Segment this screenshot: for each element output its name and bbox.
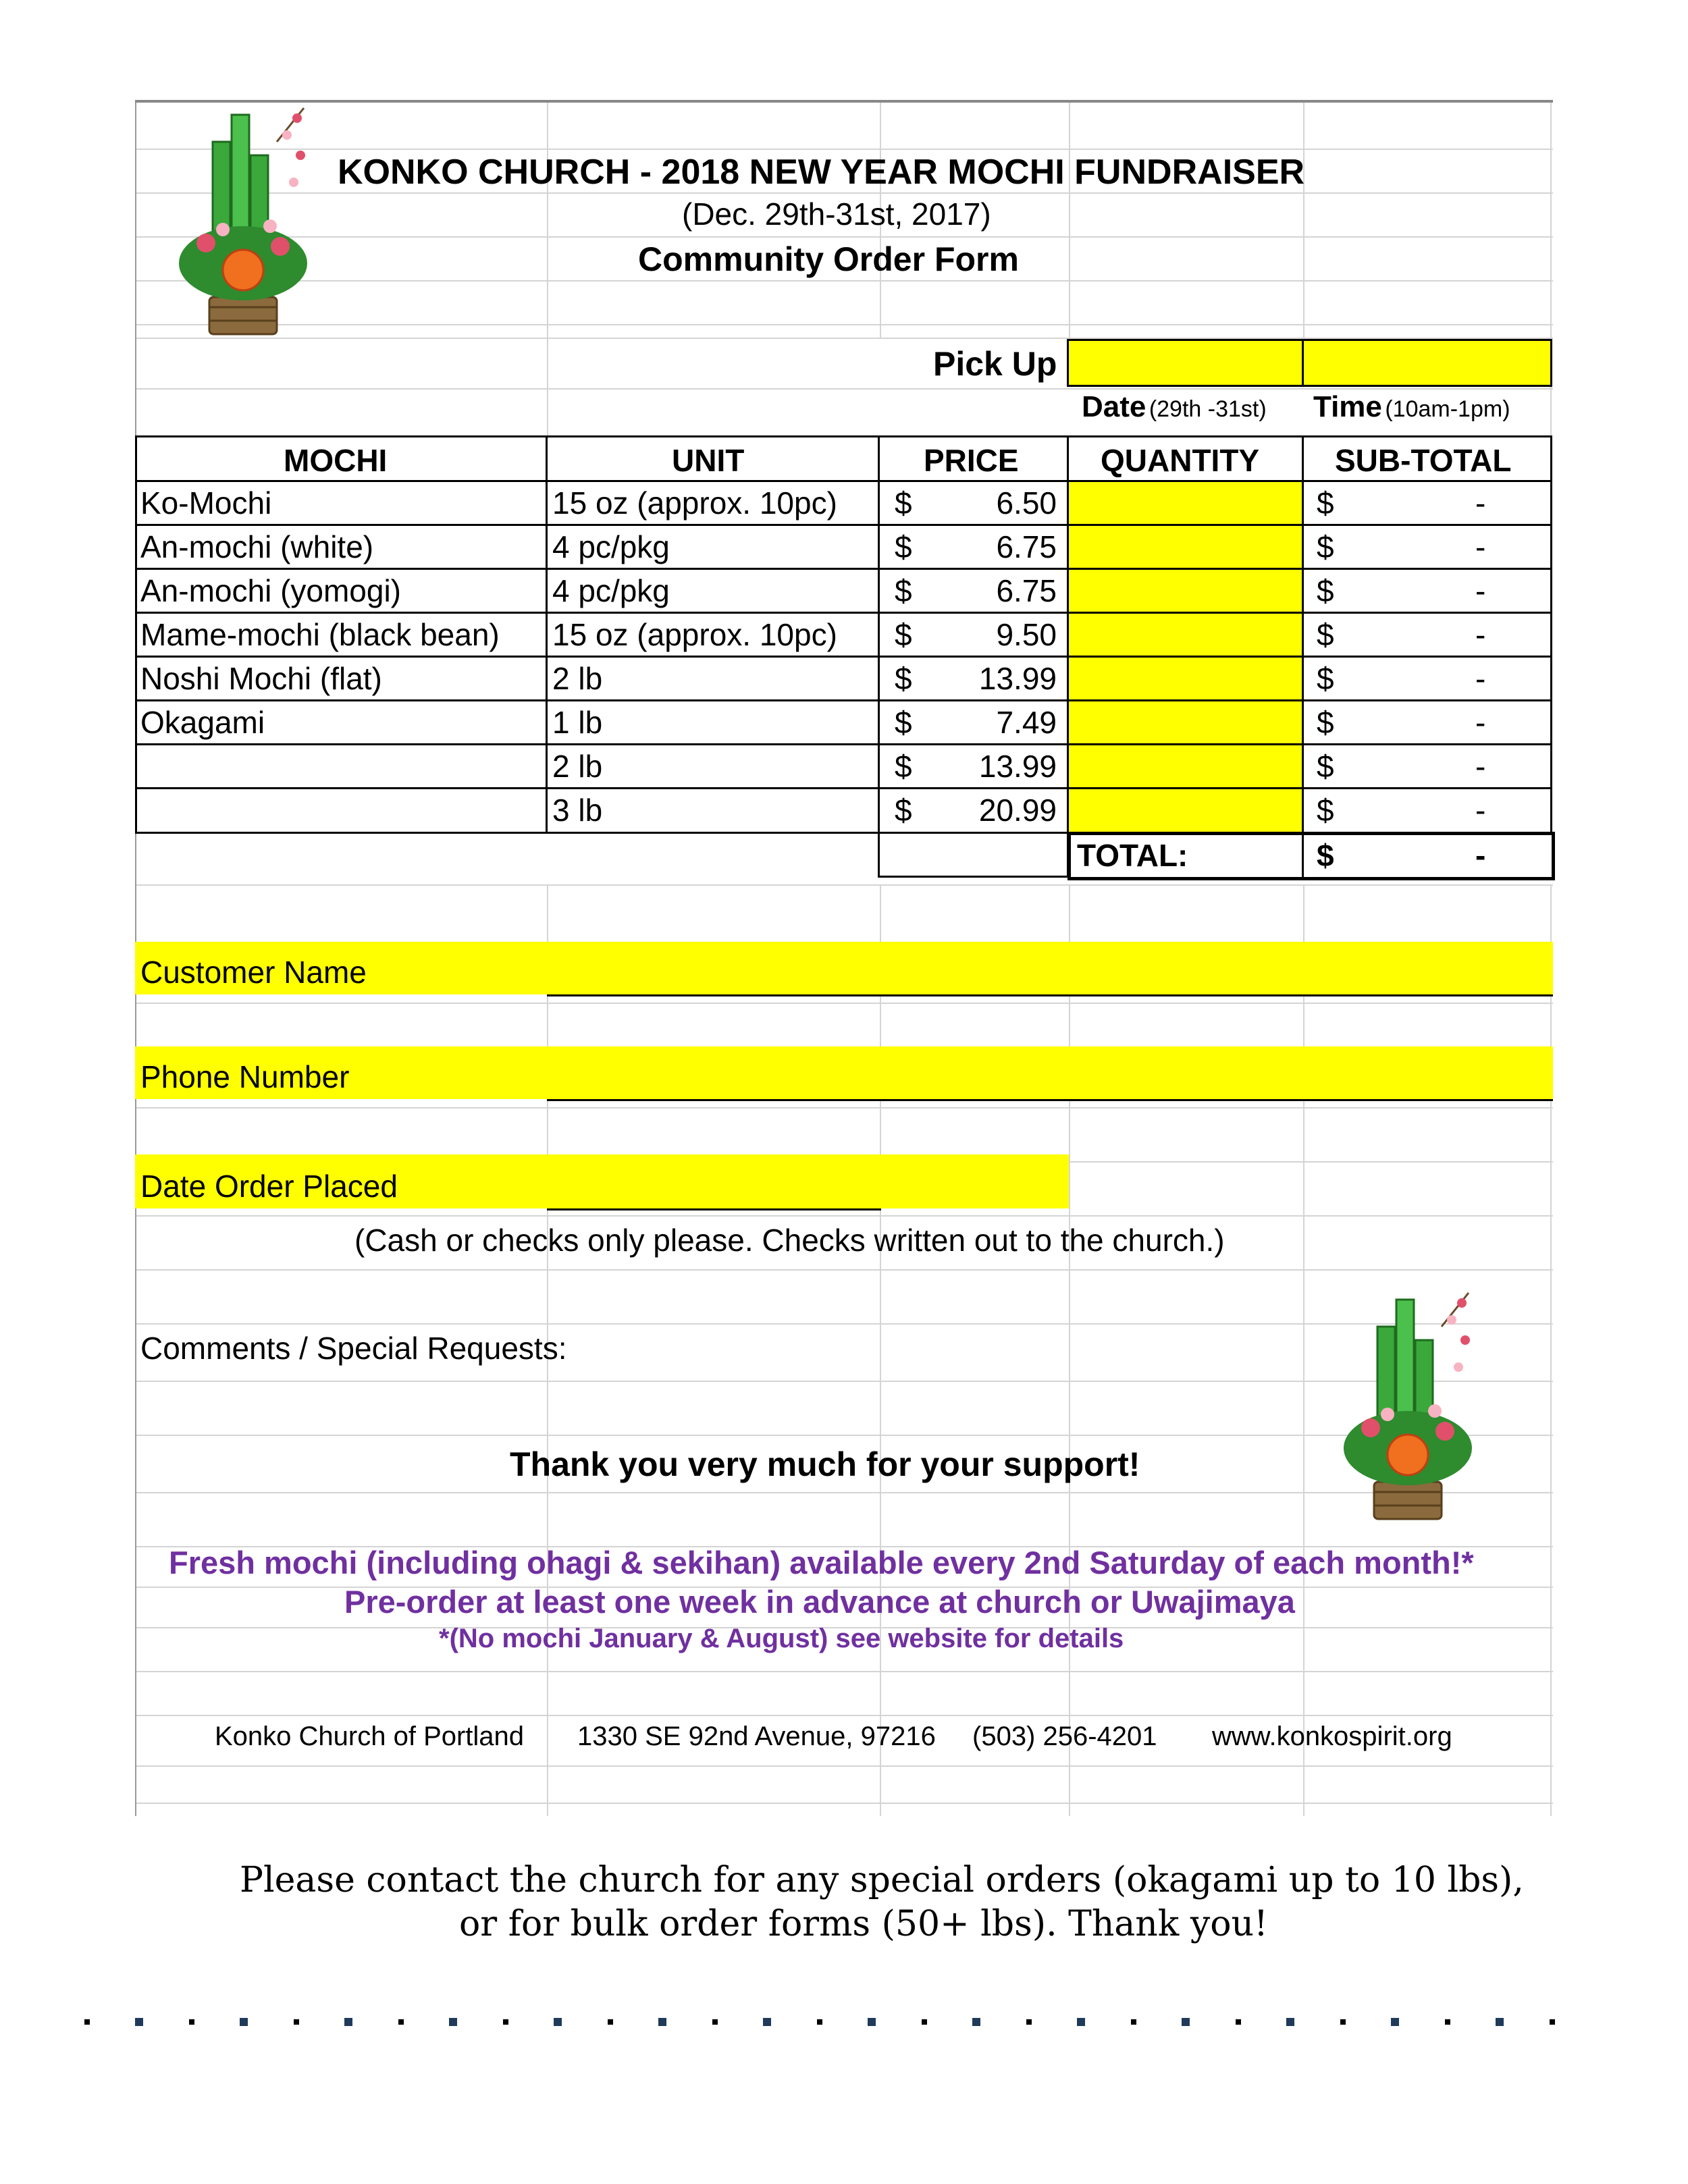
phone-number-input[interactable]	[547, 1046, 1553, 1101]
mochi-name: Ko-Mochi	[140, 485, 272, 521]
date-order-placed-input[interactable]	[547, 1154, 881, 1210]
col-header-price: PRICE	[924, 443, 1019, 478]
pickup-time-label: Time	[1313, 390, 1382, 423]
mochi-name: Okagami	[140, 705, 265, 740]
mochi-price: 9.50	[996, 617, 1057, 652]
pickup-date-field[interactable]	[1069, 340, 1303, 386]
mochi-unit: 15 oz (approx. 10pc)	[552, 617, 837, 652]
mochi-price: 6.50	[996, 485, 1057, 521]
page-title: KONKO CHURCH - 2018 NEW YEAR MOCHI FUNDRAISER	[338, 153, 1305, 192]
footer-org: Konko Church of Portland	[215, 1722, 525, 1751]
total-currency: $	[1317, 838, 1334, 873]
total-label: TOTAL:	[1077, 838, 1188, 873]
pickup-label: Pick Up	[933, 345, 1057, 383]
mochi-name: An-mochi (yomogi)	[140, 573, 401, 608]
pickup-time-field[interactable]	[1303, 340, 1550, 386]
price-currency: $	[895, 793, 912, 828]
customer-name-label: Customer Name	[140, 955, 367, 990]
subtotal-value: -	[1475, 573, 1486, 608]
subtotal-value: -	[1475, 749, 1486, 784]
pickup-time-caption	[1313, 390, 1510, 424]
subtotal-currency: $	[1317, 661, 1334, 696]
mochi-unit: 4 pc/pkg	[552, 529, 670, 564]
promo-line-2: Pre-order at least one week in advance at church or Uwajimaya	[344, 1584, 1295, 1620]
kadomatsu-decoration-bottom	[1327, 1286, 1496, 1529]
special-orders-note-line2: or for bulk order forms (50+ lbs). Thank you!	[459, 1904, 1268, 1944]
price-currency: $	[895, 573, 912, 608]
mochi-unit: 4 pc/pkg	[552, 573, 670, 608]
mochi-price: 6.75	[996, 573, 1057, 608]
subtotal-currency: $	[1317, 529, 1334, 564]
footer-website[interactable]: www.konkospirit.org	[1212, 1722, 1452, 1751]
mochi-unit: 2 lb	[552, 749, 603, 784]
mochi-price: 13.99	[978, 749, 1057, 784]
subtotal-currency: $	[1317, 617, 1334, 652]
kadomatsu-decoration-top	[162, 101, 331, 344]
mochi-price: 6.75	[996, 529, 1057, 564]
col-header-unit: UNIT	[672, 443, 745, 478]
subtotal-value: -	[1475, 485, 1486, 521]
mochi-price: 7.49	[996, 705, 1057, 740]
mochi-name: Noshi Mochi (flat)	[140, 661, 382, 696]
col-header-mochi: MOCHI	[284, 443, 388, 478]
subtotal-value: -	[1475, 705, 1486, 740]
mochi-name: An-mochi (white)	[140, 529, 374, 564]
col-header-subtotal: SUB-TOTAL	[1335, 443, 1512, 478]
subtotal-currency: $	[1317, 793, 1334, 828]
mochi-name: Mame-mochi (black bean)	[140, 617, 500, 652]
mochi-unit: 15 oz (approx. 10pc)	[552, 485, 837, 521]
footer-address: 1330 SE 92nd Avenue, 97216	[577, 1722, 936, 1751]
price-currency: $	[895, 529, 912, 564]
total-value: -	[1475, 838, 1486, 873]
event-dates: (Dec. 29th-31st, 2017)	[682, 196, 991, 232]
price-currency: $	[895, 661, 912, 696]
mochi-price: 13.99	[978, 661, 1057, 696]
col-header-quantity: QUANTITY	[1101, 443, 1260, 478]
subtotal-currency: $	[1317, 573, 1334, 608]
price-currency: $	[895, 749, 912, 784]
phone-number-label: Phone Number	[140, 1059, 350, 1094]
mochi-price: 20.99	[978, 793, 1057, 828]
customer-name-input[interactable]	[547, 942, 1553, 996]
price-currency: $	[895, 485, 912, 521]
subtotal-currency: $	[1317, 749, 1334, 784]
promo-line-1: Fresh mochi (including ohagi & sekihan) available every 2nd Saturday of each month!*	[169, 1545, 1474, 1580]
subtotal-value: -	[1475, 529, 1486, 564]
price-currency: $	[895, 617, 912, 652]
mochi-unit: 2 lb	[552, 661, 603, 696]
special-orders-note-line1: Please contact the church for any special orders (okagami up to 10 lbs),	[240, 1860, 1524, 1900]
payment-note: (Cash or checks only please. Checks written out to the church.)	[354, 1223, 1225, 1258]
subtotal-currency: $	[1317, 705, 1334, 740]
form-subtitle: Community Order Form	[638, 240, 1019, 278]
promo-line-3: *(No mochi January & August) see website for details	[439, 1624, 1124, 1653]
footer-phone: (503) 256-4201	[972, 1722, 1157, 1751]
pickup-time-hint: (10am-1pm)	[1385, 396, 1510, 422]
mochi-unit: 3 lb	[552, 793, 603, 828]
pickup-date-caption	[1082, 390, 1267, 424]
subtotal-value: -	[1475, 617, 1486, 652]
sheet-top-border	[135, 100, 1553, 103]
mochi-unit: 1 lb	[552, 705, 603, 740]
subtotal-value: -	[1475, 661, 1486, 696]
date-order-placed-label: Date Order Placed	[140, 1169, 398, 1204]
comments-label: Comments / Special Requests:	[140, 1331, 567, 1366]
price-currency: $	[895, 705, 912, 740]
pickup-date-label: Date	[1082, 390, 1146, 423]
quantity-column-fill	[1069, 482, 1303, 834]
pickup-date-hint: (29th -31st)	[1149, 396, 1267, 422]
subtotal-value: -	[1475, 793, 1486, 828]
subtotal-currency: $	[1317, 485, 1334, 521]
thank-you-message: Thank you very much for your support!	[510, 1445, 1140, 1483]
